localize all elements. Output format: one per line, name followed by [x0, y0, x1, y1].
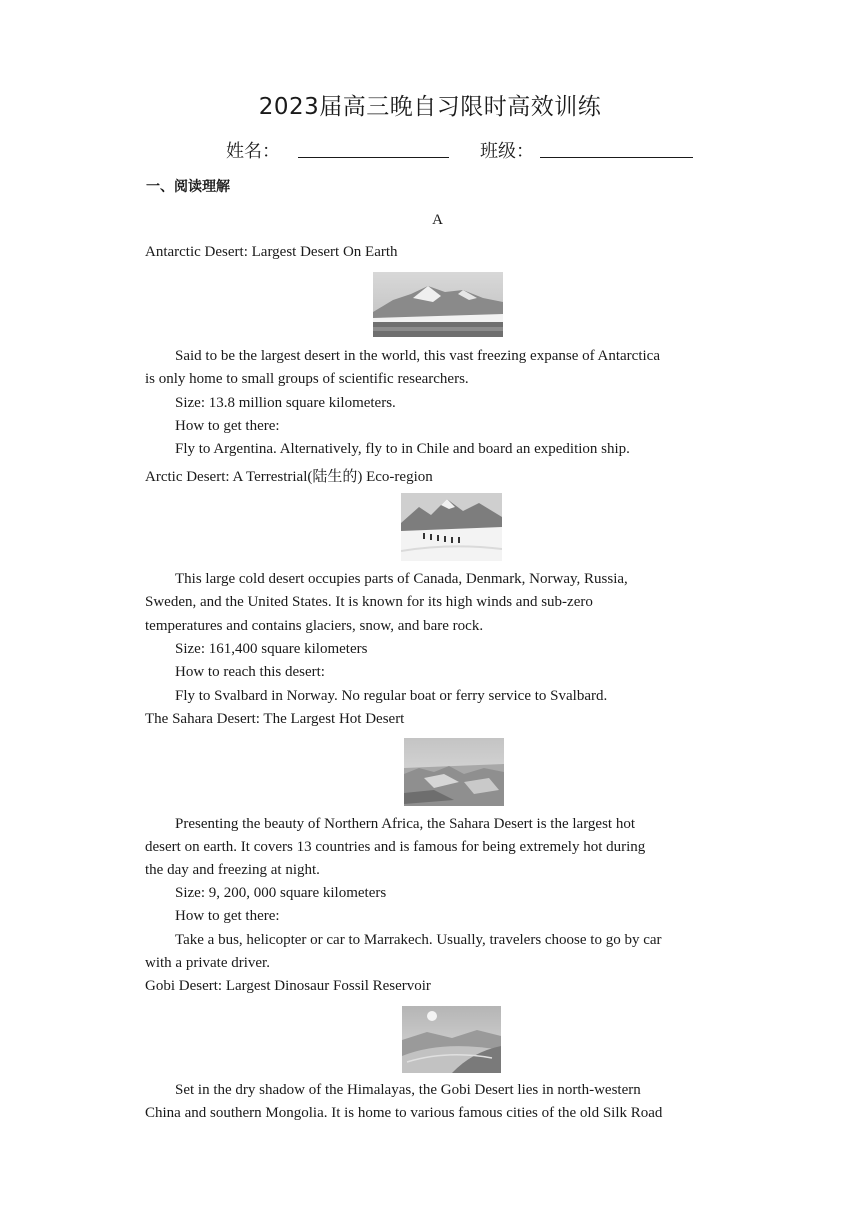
size-line: Size: 13.8 million square kilometers.	[175, 395, 396, 411]
desc-line: Said to be the largest desert in the world, this vast freezing expanse of Antarctica	[175, 348, 660, 364]
desert-heading: The Sahara Desert: The Largest Hot Desert	[145, 711, 405, 727]
size-line: Size: 9, 200, 000 square kilometers	[175, 885, 387, 901]
how-label: How to get there:	[175, 908, 280, 924]
page-title: 2023届高三晚自习限时高效训练	[258, 94, 602, 120]
desc-line: is only home to small groups of scientific researchers.	[145, 371, 469, 387]
desert-heading: Gobi Desert: Largest Dinosaur Fossil Reservoir	[145, 978, 431, 994]
how-text: with a private driver.	[145, 955, 270, 971]
snow-hikers-photo	[401, 493, 502, 561]
desc-line: This large cold desert occupies parts of Canada, Denmark, Norway, Russia,	[175, 571, 628, 587]
desc-line: desert on earth. It covers 13 countries and is famous for being extremely hot during	[145, 839, 646, 855]
desc-line: the day and freezing at night.	[145, 862, 320, 878]
mountain-glacier-photo	[373, 272, 503, 337]
name-label: 姓名：	[226, 141, 280, 162]
size-line: Size: 161,400 square kilometers	[175, 641, 368, 657]
desc-line: Presenting the beauty of Northern Africa, the Sahara Desert is the largest hot	[175, 816, 635, 832]
how-label: How to reach this desert:	[175, 664, 325, 680]
how-text: Take a bus, helicopter or car to Marrakech. Usually, travelers choose to go by car	[175, 932, 662, 948]
how-label: How to get there:	[175, 418, 280, 434]
desc-line: Sweden, and the United States. It is known for its high winds and sub-zero	[145, 594, 593, 610]
desc-line: China and southern Mongolia. It is home to various famous cities of the old Silk Road	[145, 1105, 663, 1121]
class-label: 班级：	[480, 141, 534, 162]
rocky-desert-photo	[404, 738, 504, 806]
name-blank-field[interactable]	[298, 157, 449, 158]
class-blank-field[interactable]	[540, 157, 693, 158]
section-heading: 一、阅读理解	[146, 179, 230, 195]
desc-line: temperatures and contains glaciers, snow, and bare rock.	[145, 618, 484, 634]
desert-heading: Antarctic Desert: Largest Desert On Earth	[145, 244, 398, 260]
desc-line: Set in the dry shadow of the Himalayas, the Gobi Desert lies in north-western	[175, 1082, 641, 1098]
how-text: Fly to Argentina. Alternatively, fly to in Chile and board an expedition ship.	[175, 441, 630, 457]
how-text: Fly to Svalbard in Norway. No regular boat or ferry service to Svalbard.	[175, 688, 608, 704]
desert-heading: Arctic Desert: A Terrestrial(陆生的) Eco-region	[145, 469, 433, 485]
passage-letter: A	[432, 212, 443, 228]
sand-dunes-photo	[402, 1006, 501, 1073]
